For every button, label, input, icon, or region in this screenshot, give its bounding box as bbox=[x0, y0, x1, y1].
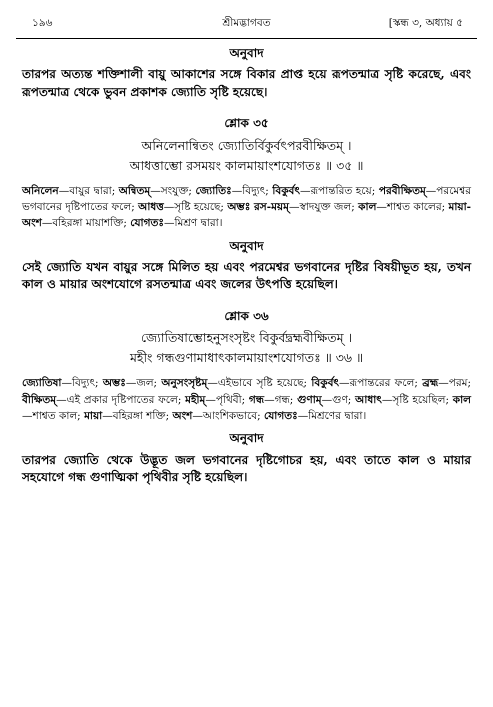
synonym-word: জ্যোতিষা bbox=[22, 377, 62, 390]
synonym-word: মহীম্ bbox=[185, 393, 206, 406]
synonym-meaning: পরম; bbox=[448, 377, 472, 390]
synonym-meaning: আংশিকভাবে; bbox=[202, 409, 261, 422]
synonym-meaning: বিদ্যুৎ; bbox=[242, 184, 269, 197]
synonym-meaning: বিদ্যুৎ; bbox=[71, 377, 99, 390]
synonym-meaning: স্বাদযুক্ত জল; bbox=[299, 201, 355, 214]
synonym-word: আধাৎ bbox=[355, 393, 382, 406]
synonym-word: মায়া bbox=[84, 409, 103, 422]
synonym-meaning: রূপান্তরের ফলে; bbox=[349, 377, 418, 390]
verse-line: আধত্তাম্ভো রসময়ং কালমায়াংশযোগতঃ ॥ ৩৫ ॥ bbox=[129, 157, 364, 173]
translation-heading: অনুবাদ bbox=[229, 238, 264, 253]
synonym-meaning: রূপান্তরিত হয়ে; bbox=[310, 184, 376, 197]
synonym-meaning: গুণ; bbox=[332, 393, 352, 406]
synonym-meaning: সংযুক্ত; bbox=[160, 184, 192, 197]
synonym-meaning: মিশ্রণ দ্বারা। bbox=[174, 217, 223, 230]
synonym-word: কাল bbox=[358, 201, 377, 214]
page-header bbox=[22, 16, 471, 38]
translation-heading: অনুবাদ bbox=[229, 431, 264, 446]
synonym-word: পরবীক্ষিতম্ bbox=[378, 184, 426, 197]
synonym-word: যোগতঃ bbox=[263, 409, 298, 422]
synonym-word: যোগতঃ bbox=[130, 217, 164, 230]
synonym-meaning: বায়ুর দ্বারা; bbox=[69, 184, 116, 197]
synonym-word: অম্ভঃ bbox=[102, 377, 126, 390]
verse-line: জ্যোতিষাম্ভোহনুসংসৃষ্টং বিকুর্বদ্ব্রহ্মবীক্ষিতম্ । bbox=[140, 330, 353, 346]
synonym-word: মায়া-অংশ bbox=[22, 201, 472, 230]
verse-heading: শ্লোক ৩৬ bbox=[224, 308, 269, 323]
synonym-meaning: শাশ্বত কাল; bbox=[32, 409, 81, 422]
verse-line: অনিলেনান্বিতং জ্যোতির্বিকুর্বৎপরবীক্ষিতম্ । bbox=[141, 137, 352, 153]
synonym-word: ব্রহ্ম bbox=[422, 377, 439, 390]
book-page bbox=[0, 16, 493, 707]
synonyms: জ্যোতিষা—বিদ্যুৎ; অম্ভঃ—জল; অনুসংসৃষ্টম্—এইভাবে সৃষ্টি হয়েছে; বিকুর্বৎ—রূপান্তরের ফলে; ব্রহ্ম—পরম; বীক্ষিতম্—এই প্রকার দৃষ্টিপাতের ফলে; মহীম্—পৃথিবী; গন্ধ—গন্ধ; গুণাম্—গুণ; আধাৎ—সৃষ্টি হয়েছিল; কাল—শাশ্বত কাল; মায়া—বহিরঙ্গা শক্তি; অংশ—আংশিকভাবে; যোগতঃ—মিশ্রণের দ্বারা। bbox=[22, 377, 472, 422]
translation-text: তারপর জ্যোতি থেকে উদ্ভূত জল ভগবানের দৃষ্টিগোচর হয়, এবং তাতে কাল ও মায়ার সহযোগে গন্ধ গুণাত্মিকা পৃথিবীর সৃষ্টি হয়েছিল। bbox=[22, 452, 471, 484]
synonym-meaning: সৃষ্টি হয়েছিল; bbox=[392, 393, 450, 406]
synonym-meaning: বহিরঙ্গা শক্তি; bbox=[112, 409, 170, 422]
synonym-meaning: বহিরঙ্গা মায়াশক্তি; bbox=[52, 217, 127, 230]
synonym-meaning: এইভাবে সৃষ্টি হয়েছে; bbox=[217, 377, 308, 390]
chapter-reference: [স্কন্ধ ৩, অধ্যায় ৫ bbox=[388, 17, 463, 29]
synonym-word: বিকুর্বৎ bbox=[311, 377, 340, 390]
verse-heading: শ্লোক ৩৫ bbox=[224, 116, 269, 131]
synonym-meaning: পরমেশ্বর ভগবানের দৃষ্টিপাতের ফলে; bbox=[22, 184, 472, 214]
translation-text: তারপর অত্যন্ত শক্তিশালী বায়ু আকাশের সঙ্গে বিকার প্রাপ্ত হয়ে রূপতন্মাত্র সৃষ্টি করেছে, এবং রূপতন্মাত্র থেকে ভুবন প্রকাশক জ্যোতি সৃষ্টি হয়েছে। bbox=[22, 67, 471, 99]
synonym-meaning: এই প্রকার দৃষ্টিপাতের ফলে; bbox=[66, 393, 182, 406]
synonym-meaning: জল; bbox=[136, 377, 158, 390]
synonym-word: অংশ bbox=[172, 409, 193, 422]
translation-text: সেই জ্যোতি যখন বায়ুর সঙ্গে মিলিত হয় এবং পরমেশ্বর ভগবানের দৃষ্টির বিষয়ীভূত হয়, তখন কাল ও মায়ার অংশযোগে রসতন্মাত্র এবং জলের উৎপত্তি হয়েছিল। bbox=[22, 260, 471, 292]
synonym-meaning: পৃথিবী; bbox=[215, 393, 246, 406]
synonym-word: অনিলেন bbox=[22, 184, 59, 197]
verse-line: মহীং গন্ধগুণামাধাৎকালমায়াংশযোগতঃ ॥ ৩৬ ॥ bbox=[129, 350, 364, 366]
synonym-word: আধত্ত bbox=[138, 201, 164, 214]
synonym-word: অন্বিতম্ bbox=[118, 184, 151, 197]
translation-heading: অনুবাদ bbox=[229, 46, 264, 60]
synonyms: অনিলেন—বায়ুর দ্বারা; অন্বিতম্—সংযুক্ত; জ্যোতিঃ—বিদ্যুৎ; বিকুর্বৎ—রূপান্তরিত হয়ে; পরবীক্ষিতম্—পরমেশ্বর ভগবানের দৃষ্টিপাতের ফলে; আধত্ত—সৃষ্টি হয়েছে; অম্ভঃ রস-ময়ম্—স্বাদযুক্ত জল; কাল—শাশ্বত কালের; মায়া-অংশ—বহিরঙ্গা মায়াশক্তি; যোগতঃ—মিশ্রণ দ্বারা। bbox=[22, 184, 472, 230]
synonym-word: অনুসংসৃষ্টম্ bbox=[161, 377, 208, 390]
synonym-word: কাল bbox=[452, 393, 471, 406]
header-rule bbox=[16, 38, 477, 39]
running-title: শ্রীমদ্ভাগবত bbox=[222, 17, 271, 29]
synonym-word: বিকুর্বৎ bbox=[272, 184, 301, 197]
synonym-meaning: সৃষ্টি হয়েছে; bbox=[174, 201, 224, 214]
page-number: ১৯৬ bbox=[32, 17, 53, 29]
synonym-meaning: শাশ্বত কালের; bbox=[386, 201, 446, 214]
synonym-meaning: গন্ধ; bbox=[274, 393, 294, 406]
synonym-word: অম্ভঃ রস-ময়ম্ bbox=[227, 201, 289, 214]
synonym-word: বীক্ষিতম্ bbox=[22, 393, 57, 406]
synonym-word: গুণাম্ bbox=[297, 393, 322, 406]
synonym-word: জ্যোতিঃ bbox=[195, 184, 232, 197]
synonym-word: গন্ধ bbox=[248, 393, 265, 406]
synonym-meaning: মিশ্রণের দ্বারা। bbox=[308, 409, 367, 422]
